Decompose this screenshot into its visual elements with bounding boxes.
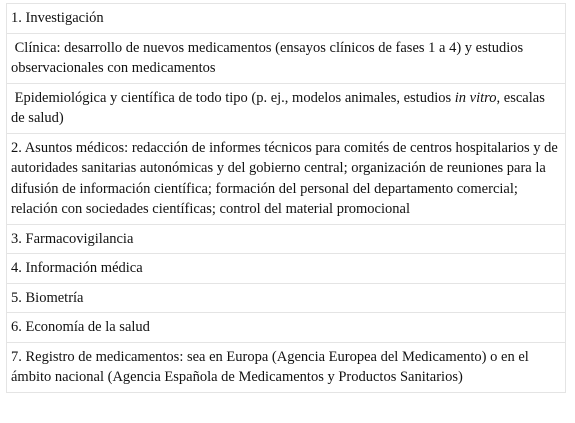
table-row	[7, 224, 566, 254]
table-cell: 7. Registro de medicamentos: sea en Europa (Agencia Europea del Medicamento) o en el ámbito nacional (Agencia Española de Medicamentos y Productos Sanitarios)	[7, 342, 566, 392]
table-cell: Clínica: desarrollo de nuevos medicamentos (ensayos clínicos de fases 1 a 4) y estudios observacionales con medicamentos	[7, 33, 566, 83]
cell-text: Epidemiológica y científica de todo tipo (p. ej., modelos animales, estudios	[11, 89, 455, 106]
table-row	[7, 4, 566, 34]
table-cell: 1. Investigación	[7, 4, 566, 34]
table-cell: 2. Asuntos médicos: redacción de informes técnicos para comités de centros hospitalarios y de autoridades sanitarias autonómicas y del gobierno central; organización de reuniones para la difusión de información científica; formación del personal del departamento comercial; relación con sociedades científicas; control del material promocional	[7, 133, 566, 224]
italic-term: in vitro	[454, 89, 497, 106]
table-row	[7, 83, 566, 133]
table-row	[7, 283, 566, 313]
cell-text: , escalas de salud)	[11, 89, 549, 126]
table-row	[7, 33, 566, 83]
table-row	[7, 254, 566, 284]
table-cell: 4. Información médica	[7, 254, 566, 284]
table-row	[7, 313, 566, 343]
document-body	[6, 3, 566, 393]
table-cell: 6. Economía de la salud	[7, 313, 566, 343]
table-cell: 5. Biometría	[7, 283, 566, 313]
table-row	[7, 133, 566, 224]
table-cell: 3. Farmacovigilancia	[7, 224, 566, 254]
table-row	[7, 342, 566, 392]
table-cell	[7, 83, 566, 133]
activities-table	[6, 3, 566, 393]
